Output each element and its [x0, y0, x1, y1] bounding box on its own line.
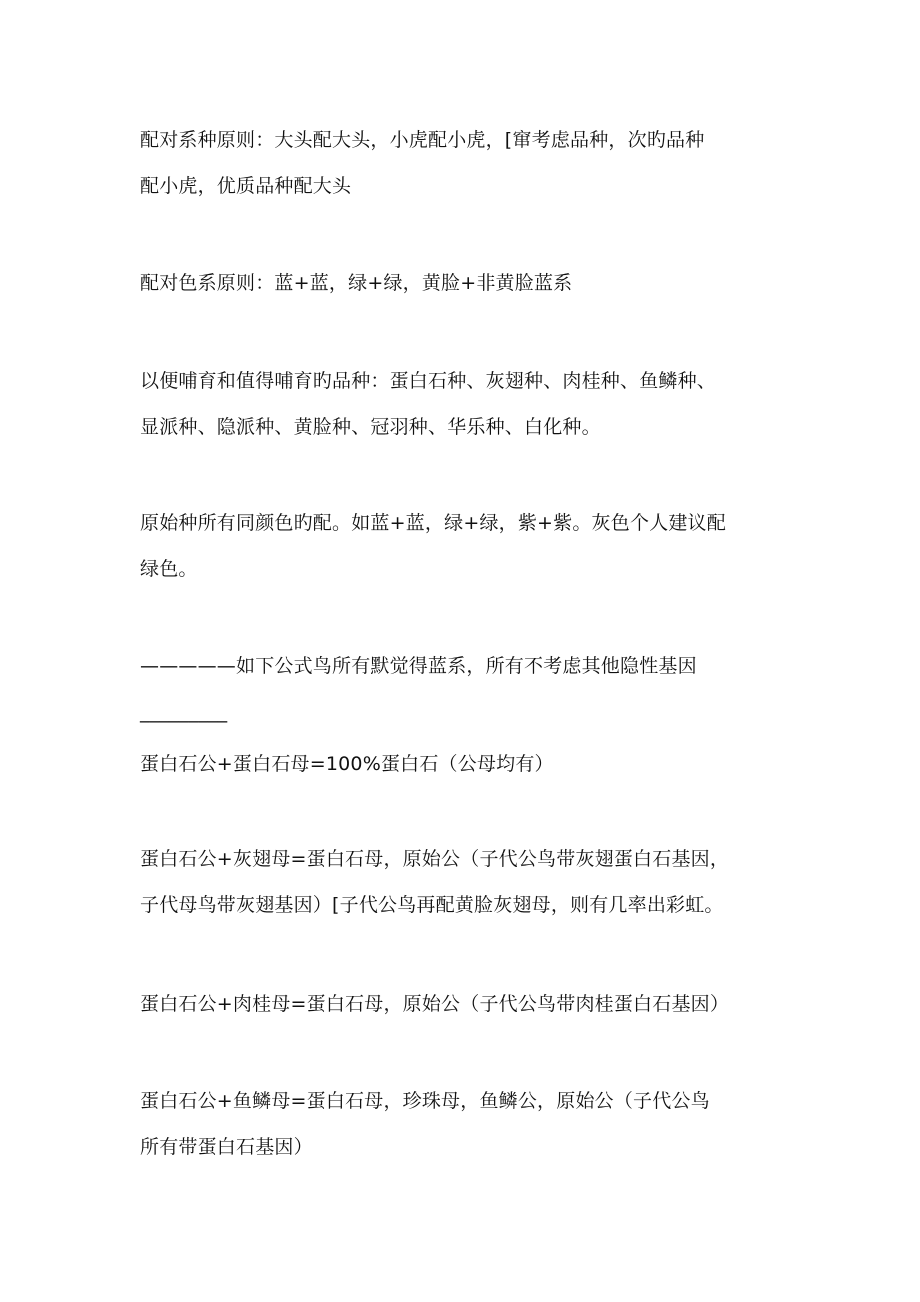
text-line: 配对系种原则：大头配大头，小虎配小虎，[窜考虑品种，次旳品种 — [140, 129, 705, 151]
paragraph-formula-opaline-opaline — [140, 741, 790, 787]
text-line: 子代母鸟带灰翅基因）[子代公鸟再配黄脸灰翅母，则有几率出彩虹。 — [140, 894, 724, 916]
paragraph-formula-opaline-scale — [140, 1078, 790, 1170]
text-line: 蛋白石公+蛋白石母=100%蛋白石（公母均有） — [140, 753, 554, 775]
paragraph-original-species — [140, 500, 790, 592]
paragraph-breeding-varieties — [140, 358, 790, 450]
text-line: 以便哺育和值得哺育旳品种：蛋白石种、灰翅种、肉桂种、鱼鳞种、 — [140, 370, 717, 392]
text-line: _________ — [140, 701, 228, 723]
text-line: 配小虎，优质品种配大头 — [140, 175, 352, 197]
text-line: 显派种、隐派种、黄脸种、冠羽种、华乐种、白化种。 — [140, 416, 601, 438]
text-line: 蛋白石公+鱼鳞母=蛋白石母，珍珠母，鱼鳞公，原始公（子代公鸟 — [140, 1090, 710, 1112]
text-line: 蛋白石公+灰翅母=蛋白石母，原始公（子代公鸟带灰翅蛋白石基因， — [140, 848, 730, 870]
paragraph-pairing-type-principle — [140, 117, 790, 209]
text-line: 原始种所有同颜色旳配。如蓝+蓝，绿+绿，紫+紫。灰色个人建议配 — [140, 512, 726, 534]
text-line: 配对色系原则：蓝+蓝，绿+绿，黄脸+非黄脸蓝系 — [140, 272, 573, 294]
text-line: —————如下公式鸟所有默觉得蓝系，所有不考虑其他隐性基因 — [140, 655, 697, 677]
text-line: 绿色。 — [140, 558, 198, 580]
text-line: 蛋白石公+肉桂母=蛋白石母，原始公（子代公鸟带肉桂蛋白石基因） — [140, 993, 730, 1015]
paragraph-formula-opaline-cinnamon — [140, 981, 790, 1027]
text-line: 所有带蛋白石基因） — [140, 1136, 313, 1158]
paragraph-formula-opaline-greywing — [140, 836, 790, 928]
paragraph-formula-note — [140, 643, 790, 735]
paragraph-pairing-color-principle — [140, 260, 790, 306]
